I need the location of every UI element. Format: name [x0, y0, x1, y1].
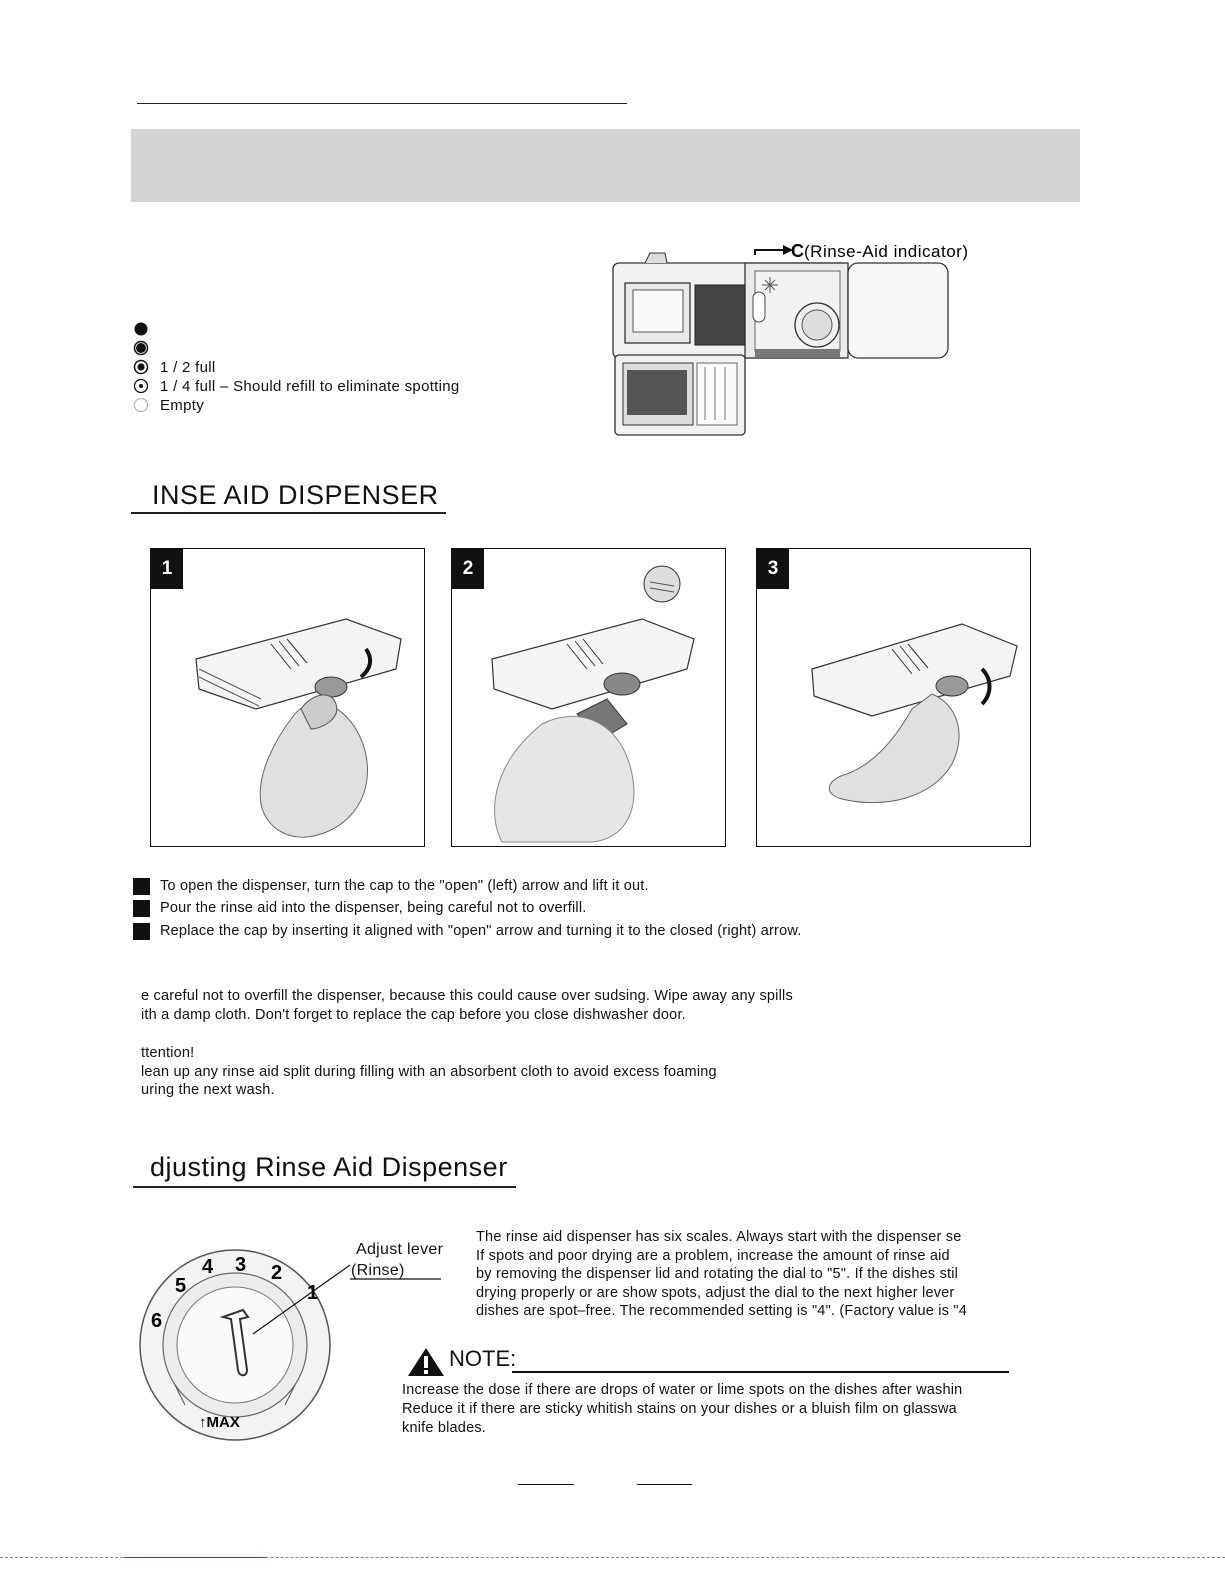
dial-number: 6: [151, 1310, 163, 1332]
bullet-square-icon: [133, 878, 150, 895]
three-quarter-circle-icon: [133, 340, 149, 356]
step-panel-3: [756, 548, 1031, 847]
instruction-text: Replace the cap by inserting it aligned with "open" arrow and turning it to the closed (right) arrow.: [160, 923, 802, 939]
note-title: NOTE:: [449, 1346, 517, 1371]
dispenser-section-title: INSE AID DISPENSER: [152, 480, 439, 510]
note-line: Reduce it if there are sticky whitish stains on your dishes or a bluish film on glasswa: [402, 1401, 957, 1417]
caution-paragraph: [141, 987, 793, 1024]
bullet-square-icon: [133, 923, 150, 940]
quarter-circle-icon: [133, 378, 149, 394]
footer-rule-left: [518, 1484, 574, 1485]
note-line: Increase the dose if there are drops of water or lime spots on the dishes after washin: [402, 1382, 963, 1398]
title-underline: [131, 512, 446, 514]
header-banner: [131, 129, 1080, 202]
level-label: 1 / 4 full – Should refill to eliminate spotting: [160, 377, 460, 395]
adjust-lever-label: Adjust lever: [356, 1241, 444, 1258]
page-edge-link-line: [124, 1557, 266, 1558]
instruction-3: [133, 922, 801, 940]
attention-paragraph: [141, 1044, 717, 1100]
dial-number: 4: [202, 1256, 214, 1278]
note-rule: [512, 1371, 1009, 1373]
description-line: drying properly or are show spots, adjust the dial to the next higher lever: [476, 1284, 955, 1301]
bullet-square-icon: [133, 900, 150, 917]
instruction-text: Pour the rinse aid into the dispenser, being careful not to overfill.: [160, 900, 587, 916]
dial-max-label: ↑MAX: [199, 1414, 240, 1431]
indicator-caption: (Rinse-Aid indicator): [804, 242, 969, 261]
level-row-half: [133, 358, 216, 376]
description-line: If spots and poor drying are a problem, increase the amount of rinse aid: [476, 1247, 950, 1264]
level-row-empty: [133, 396, 204, 414]
dial-number: 5: [175, 1275, 187, 1297]
level-row-full: [133, 320, 160, 338]
step-number: 2: [452, 549, 484, 589]
instruction-1: [133, 877, 649, 895]
adjust-lever-sublabel: (Rinse): [351, 1262, 405, 1279]
warning-triangle-icon: [406, 1346, 446, 1378]
hand-opening-cap-illustration: [171, 589, 411, 844]
adjust-section-title: djusting Rinse Aid Dispenser: [150, 1152, 508, 1182]
dial-number: 3: [235, 1254, 247, 1276]
dial-number: 2: [271, 1262, 283, 1284]
description-line: The rinse aid dispenser has six scales. Always start with the dispenser se: [476, 1229, 962, 1245]
level-row-three-quarter: [133, 339, 160, 357]
half-circle-icon: [133, 359, 149, 375]
hand-closing-cap-illustration: [782, 594, 1022, 844]
note-paragraph: [402, 1381, 962, 1438]
attention-line: uring the next wash.: [141, 1082, 275, 1098]
title-underline: [133, 1186, 516, 1188]
attention-line: lean up any rinse aid split during filling with an absorbent cloth to avoid excess foaming: [141, 1063, 717, 1080]
step-number: 3: [757, 549, 789, 589]
adjust-description: [476, 1228, 967, 1321]
caution-line: ith a damp cloth. Don't forget to replace the cap before you close dishwasher door.: [141, 1006, 686, 1023]
footer-rule-right: [637, 1484, 692, 1485]
step-number: 1: [151, 549, 183, 589]
empty-circle-icon: [133, 397, 149, 413]
description-line: dishes are spot–free. The recommended setting is "4". (Factory value is "4: [476, 1303, 967, 1320]
step-panel-2: [451, 548, 726, 847]
full-circle-icon: [133, 321, 149, 337]
attention-heading: ttention!: [141, 1045, 195, 1061]
header-rule: [137, 103, 627, 104]
description-line: by removing the dispenser lid and rotating the dial to "5". If the dishes stil: [476, 1266, 959, 1283]
level-label: Empty: [160, 396, 205, 414]
pouring-rinse-aid-illustration: [472, 564, 717, 844]
note-line: knife blades.: [402, 1420, 487, 1436]
level-label: 1 / 2 full: [160, 358, 216, 376]
indicator-letter: C: [791, 241, 804, 261]
level-row-quarter: [133, 377, 460, 395]
dispenser-overview-illustration: [605, 235, 1020, 440]
caution-line: e careful not to overfill the dispenser, because this could cause over sudsing. Wipe away any spills: [141, 988, 793, 1004]
step-panel-1: [150, 548, 425, 847]
instruction-2: [133, 899, 587, 917]
dial-number: 1: [307, 1282, 319, 1304]
instruction-text: To open the dispenser, turn the cap to the "open" (left) arrow and lift it out.: [160, 878, 649, 894]
